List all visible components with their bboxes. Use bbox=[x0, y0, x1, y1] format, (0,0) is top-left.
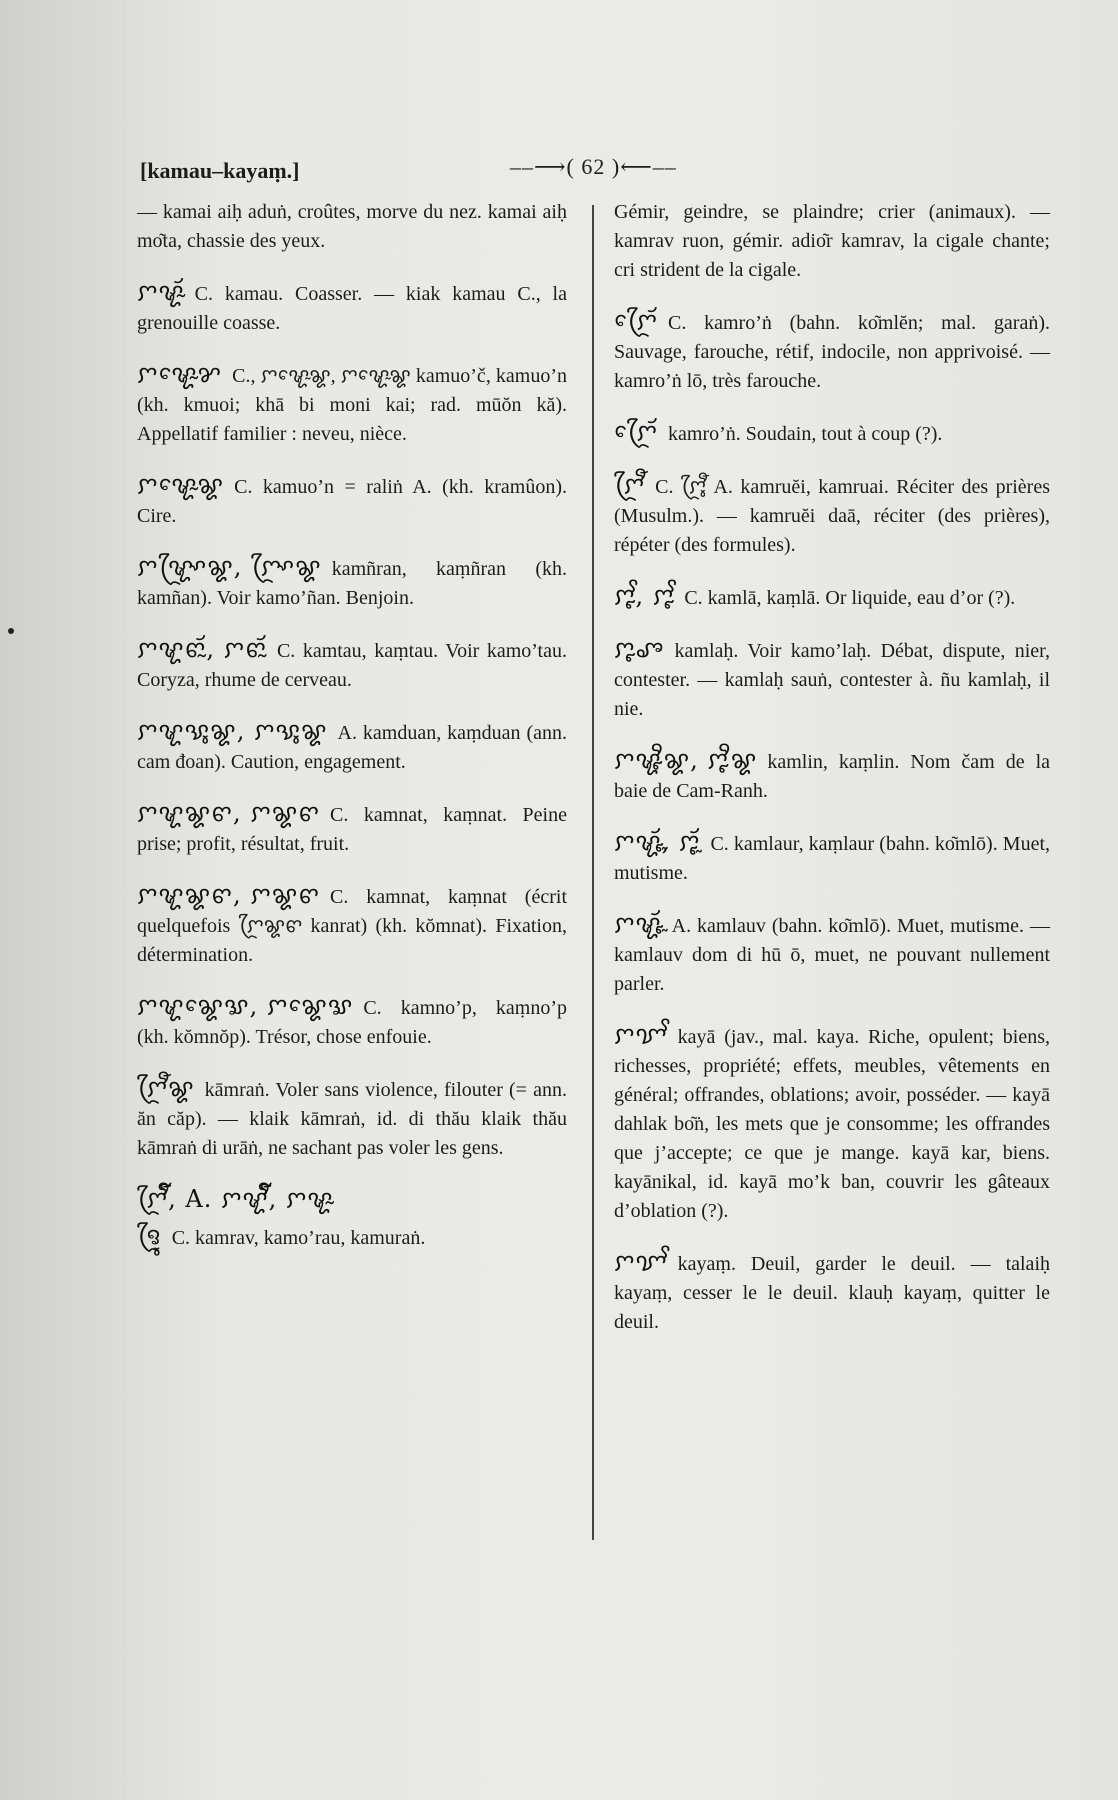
dictionary-entry: ꨆꨠꨮꨭ C. kamau. Coasser. — kiak kamau C., la grenouille coasse. bbox=[137, 278, 567, 334]
cham-script: ꨆꨠꨯꨭꨌ bbox=[137, 360, 223, 388]
dictionary-entry bbox=[137, 1185, 567, 1216]
dictionary-entry: Gémir, geindre, se plaindre; crier (animaux). — kamrav ruon, gémir. adio͂r kamrav, la cigale chante; cri strident de la cigale. bbox=[614, 201, 1050, 281]
cham-script: ꨆꨵꨩ, ꨆꨵꨩ bbox=[614, 582, 675, 610]
dictionary-entry: ꨆꨠꨵꨮꨭ A. kamlauv (bahn. ko͂mlō). Muet, mutisme. — kamlauv dom di hū ō, muet, ne pouvant nullement parler. bbox=[614, 910, 1050, 995]
left-column bbox=[137, 198, 567, 1275]
cham-script: ꨆꨴꨯꨮ bbox=[614, 418, 659, 446]
dictionary-entry: ꨆꨠꨯꨭꨘ C. kamuo’n = raliṅ A. (kh. kramûon). Cire. bbox=[137, 471, 567, 527]
cham-script: ꨆꨠꨘꨯꨛ, ꨆꨘꨯꨛ bbox=[137, 992, 354, 1020]
dictionary-entry: ꨆꨠꨘꨓ, ꨆꨘꨓ C. kamnat, kaṃnat (écrit quelquefois ꨆꨴꨘꨓ kanrat) (kh. kŏmnat). Fixation, détermination. bbox=[137, 881, 567, 966]
cham-script: ꨆꨠꨴꨳꨘ, ꨆꨴꨳꨘ bbox=[137, 553, 322, 581]
cham-script: ꨆꨢꨩ bbox=[614, 1021, 668, 1049]
dictionary-entry: ꨆꨴꨬ C. ꨆꨴꨶꨬ A. kamruĕi, kamruai. Réciter des prières (Musulm.). — kamruĕi daā, réciter (des prières), répéter (des formules). bbox=[614, 471, 1050, 556]
page-number: ––⟶( 62 )⟵–– bbox=[510, 154, 677, 179]
dictionary-entry: ꨆꨠꨴꨳꨘ, ꨆꨴꨳꨘ kamñran, kaṃñran (kh. kamñan). Voir kamo’ñan. Benjoin. bbox=[137, 553, 567, 609]
page-header bbox=[140, 150, 980, 190]
cham-script: ꨆꨢꨩ bbox=[614, 1248, 668, 1276]
dictionary-entry: ꨆꨠꨵꨪꨘ, ꨆꨵꨪꨘ kamlin, kaṃlin. Nom čam de la baie de Cam-Ranh. bbox=[614, 746, 1050, 802]
dictionary-entry: ꨆꨴꨯꨮ C. kamro’ṅ (bahn. ko͂mlĕn; mal. garaṅ). Sauvage, farouche, rétif, indocile, non apprivoisé. — kamro’ṅ lō, très farouche. bbox=[614, 307, 1050, 392]
column-rule bbox=[592, 205, 594, 1540]
dictionary-entry: ꨆꨠꨕꨶꨘ, ꨆꨕꨶꨘ A. kamduan, kaṃduan (ann. cam đoan). Caution, engagement. bbox=[137, 717, 567, 773]
dictionary-entry: ꨆꨠꨓꨮꨭ, ꨆꨓꨮꨭ C. kamtau, kaṃtau. Voir kamo’tau. Coryza, rhume de cerveau. bbox=[137, 635, 567, 691]
cham-script: ꨆꨠꨵꨮꨭ bbox=[614, 910, 662, 938]
dictionary-entry: ꨆꨢꨩ kayaṃ. Deuil, garder le deuil. — talaiḥ kayaṃ, cesser le le deuil. klauḥ kayaṃ, quitter le deuil. bbox=[614, 1248, 1050, 1333]
dictionary-entry: ꨆꨠꨯꨭꨌ C., ꨆꨠꨯꨭꨘ, ꨆꨠꨯꨭꨘ kamuo’č, kamuo’n (kh. kmuoi; khā bi moni kai; rad. mūŏn kă). Appellatif familier : neveu, nièce. bbox=[137, 360, 567, 445]
dictionary-entry: ꨆꨢꨩ kayā (jav., mal. kaya. Riche, opulent; biens, richesses, propriété; effets, meubles, vêtements en général; offrandes, oblations; avoir, posséder. — kayā dahlak bo͂ṅ, les mets que je consomme; les offrandes que j’accepte; ce que je mange. kayā kar, biens. kayānikal, id. kayā mo’k ban, couvrir les gâteaux d’oblation (?). bbox=[614, 1021, 1050, 1222]
dictionary-entry: ꨆꨵꨨ kamlaḥ. Voir kamo’laḥ. Débat, dispute, nier, contester. — kamlaḥ sauṅ, contester à. ñu kamlaḥ, il nie. bbox=[614, 635, 1050, 720]
dictionary-entry: ꨆꨴꨬꨘ kāmraṅ. Voler sans violence, filouter (= ann. ăn căp). — klaik kāmraṅ, id. di thău klaik thău kāmraṅ di urāṅ, ne sachant pas voler les gens. bbox=[137, 1074, 567, 1159]
cham-script: ꨆꨠꨓꨮꨭ, ꨆꨓꨮꨭ bbox=[137, 635, 267, 663]
running-head: [kamau–kayaṃ.] bbox=[140, 158, 300, 183]
cham-script: ꨆꨴꨬꨘ bbox=[137, 1074, 195, 1102]
dictionary-entry: ꨆꨴꨯꨮ kamro’ṅ. Soudain, tout à coup (?). bbox=[614, 418, 943, 446]
cham-script: ꨆꨠꨵꨪꨘ, ꨆꨵꨪꨘ bbox=[614, 746, 758, 774]
right-column bbox=[614, 198, 1050, 1359]
dictionary-entry: ꨆꨠꨘꨓ, ꨆꨘꨓ C. kamnat, kaṃnat. Peine prise; profit, résultat, fruit. bbox=[137, 799, 567, 855]
dictionary-entry: ꨆꨠꨘꨯꨛ, ꨆꨘꨯꨛ C. kamno’p, kaṃno’p (kh. kŏmnŏp). Trésor, chose enfouie. bbox=[137, 992, 567, 1048]
dictionary-entry: ꨅꨴꨶ C. kamrav, kamo’rau, kamuraṅ. bbox=[137, 1222, 426, 1250]
cham-script: ꨆꨴꨬ bbox=[614, 471, 646, 499]
cham-script: ꨆꨠꨕꨶꨘ, ꨆꨕꨶꨘ bbox=[137, 717, 328, 745]
cham-script: ꨅꨴꨶ bbox=[137, 1222, 162, 1250]
cham-script: ꨆꨠꨯꨭꨘ bbox=[137, 471, 225, 499]
cham-script: ꨆꨠꨮꨭ bbox=[137, 278, 185, 306]
cham-script: ꨆꨴꨬꨱ, A. ꨆꨠꨬꨱ, ꨆꨠꨭ bbox=[137, 1185, 334, 1213]
dictionary-entry: — kamai aiḥ aduṅ, croûtes, morve du nez. kamai aiḥ mo͂ta, chassie des yeux. bbox=[137, 201, 567, 252]
cham-script: ꨆꨠꨵꨮꨭ, ꨆꨵꨮꨭ bbox=[614, 828, 701, 856]
cham-script: ꨆꨠꨘꨓ, ꨆꨘꨓ bbox=[137, 881, 321, 909]
cham-script: ꨆꨠꨘꨓ, ꨆꨘꨓ bbox=[137, 799, 321, 827]
dictionary-entry: ꨆꨠꨵꨮꨭ, ꨆꨵꨮꨭ C. kamlaur, kaṃlaur (bahn. ko͂mlō). Muet, mutisme. bbox=[614, 828, 1050, 884]
cham-script: ꨆꨴꨯꨮ bbox=[614, 307, 659, 335]
dictionary-entry: ꨆꨵꨩ, ꨆꨵꨩ C. kamlā, kaṃlā. Or liquide, eau d’or (?). bbox=[614, 582, 1016, 610]
margin-dot bbox=[8, 628, 14, 634]
cham-script: ꨆꨵꨨ bbox=[614, 635, 665, 663]
